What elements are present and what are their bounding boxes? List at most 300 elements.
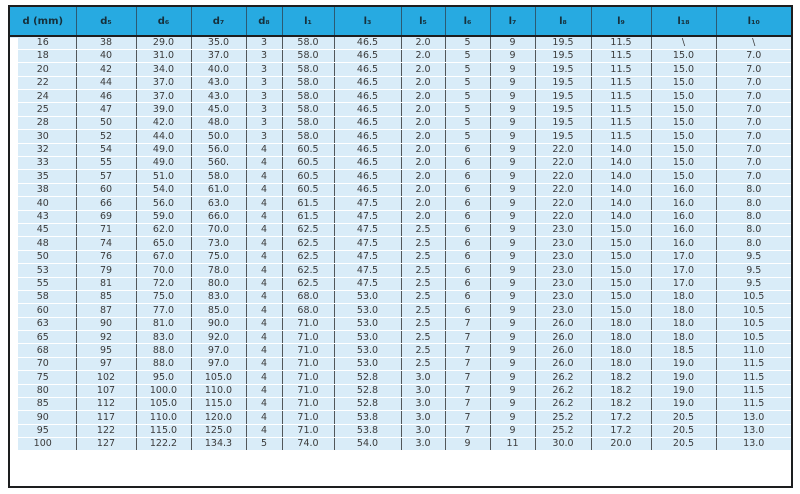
table-cell: 9	[490, 411, 535, 424]
table-cell: 15.0	[651, 63, 716, 76]
table-cell: 15.0	[651, 49, 716, 62]
table-cell: 18.0	[591, 344, 651, 357]
table-cell: 47.5	[334, 277, 401, 290]
column-header: l₃	[334, 7, 401, 36]
table-cell: 9	[490, 49, 535, 62]
table-cell: 44	[76, 76, 136, 89]
table-row	[10, 317, 791, 330]
table-cell: 11.5	[716, 357, 791, 370]
table-cell: 66	[76, 197, 136, 210]
table-cell: 9	[490, 223, 535, 236]
table-cell: 14.0	[591, 210, 651, 223]
table-cell: 45	[10, 223, 76, 236]
table-cell: 37.0	[191, 49, 246, 62]
table-cell: 19.5	[535, 90, 591, 103]
table-cell: 5	[246, 438, 282, 451]
table-cell: 23.0	[535, 290, 591, 303]
table-row	[10, 277, 791, 290]
table-cell: 18.0	[591, 331, 651, 344]
table-cell: 49.0	[136, 143, 191, 156]
table-cell: 25.2	[535, 424, 591, 437]
table-cell: 2.0	[401, 103, 445, 116]
table-cell: 52.8	[334, 371, 401, 384]
table-cell: 115.0	[136, 424, 191, 437]
table-cell: 110.0	[191, 384, 246, 397]
table-cell: 58.0	[282, 49, 334, 62]
table-cell: 8.0	[716, 197, 791, 210]
table-cell: 2.0	[401, 36, 445, 49]
table-cell: 58.0	[282, 90, 334, 103]
table-cell: 560.	[191, 157, 246, 170]
table-cell: 15.0	[651, 116, 716, 129]
table-cell: 11.5	[591, 116, 651, 129]
table-cell: 46.5	[334, 36, 401, 49]
table-cell: 92	[76, 331, 136, 344]
table-cell: 4	[246, 344, 282, 357]
table-cell: 60	[76, 183, 136, 196]
table-cell: 53.0	[334, 304, 401, 317]
table-cell: 50	[76, 116, 136, 129]
table-cell: 97.0	[191, 357, 246, 370]
table-cell: 52	[76, 130, 136, 143]
table-cell: 7	[445, 424, 490, 437]
table-cell: 92.0	[191, 331, 246, 344]
table-cell: 6	[445, 277, 490, 290]
table-cell: 26.0	[535, 317, 591, 330]
table-cell: 14.0	[591, 170, 651, 183]
table-cell: 15.0	[591, 264, 651, 277]
table-cell: 8.0	[716, 210, 791, 223]
table-cell: 16.0	[651, 183, 716, 196]
table-cell: 63.0	[191, 197, 246, 210]
table-cell: 5	[445, 36, 490, 49]
table-row	[10, 223, 791, 236]
table-cell: 19.5	[535, 36, 591, 49]
table-cell: 58.0	[282, 130, 334, 143]
column-header: l₁₈	[651, 7, 716, 36]
table-cell: 51.0	[136, 170, 191, 183]
table-cell: 5	[445, 49, 490, 62]
table-cell: 85	[10, 398, 76, 411]
table-row	[10, 210, 791, 223]
table-cell: 9	[490, 36, 535, 49]
table-cell: 74.0	[282, 438, 334, 451]
table-cell: 8.0	[716, 183, 791, 196]
column-header: l₅	[401, 7, 445, 36]
table-cell: 16.0	[651, 210, 716, 223]
table-cell: 3	[246, 103, 282, 116]
table-cell: 2.5	[401, 317, 445, 330]
column-header: d (mm)	[10, 7, 76, 36]
table-cell: 7	[445, 411, 490, 424]
table-cell: 120.0	[191, 411, 246, 424]
table-cell: 9	[490, 250, 535, 263]
table-cell: 2.0	[401, 143, 445, 156]
table-cell: 2.0	[401, 130, 445, 143]
table-cell: 14.0	[591, 143, 651, 156]
table-cell: 23.0	[535, 277, 591, 290]
table-cell: 90.0	[191, 317, 246, 330]
column-header: l₁₀	[716, 7, 791, 36]
table-cell: 7.0	[716, 63, 791, 76]
table-cell: 58.0	[282, 103, 334, 116]
table-cell: 60.5	[282, 157, 334, 170]
table-cell: 4	[246, 371, 282, 384]
table-cell: 39.0	[136, 103, 191, 116]
table-cell: 4	[246, 237, 282, 250]
table-cell: 66.0	[191, 210, 246, 223]
table-cell: 102	[76, 371, 136, 384]
table-cell: 22.0	[535, 157, 591, 170]
table-cell: 18.5	[651, 344, 716, 357]
table-cell: 15.0	[591, 250, 651, 263]
table-cell: 46.5	[334, 103, 401, 116]
table-cell: 107	[76, 384, 136, 397]
table-cell: 3	[246, 116, 282, 129]
table-cell: 46.5	[334, 90, 401, 103]
table-cell: 46.5	[334, 143, 401, 156]
table-cell: 6	[445, 250, 490, 263]
column-header: l₉	[591, 7, 651, 36]
table-cell: 19.5	[535, 63, 591, 76]
table-cell: 13.0	[716, 424, 791, 437]
table-cell: 30.0	[535, 438, 591, 451]
table-cell: 25	[10, 103, 76, 116]
table-cell: 26.2	[535, 384, 591, 397]
table-cell: 95	[76, 344, 136, 357]
table-cell: 15.0	[591, 237, 651, 250]
table-cell: 37.0	[136, 90, 191, 103]
table-cell: 43	[10, 210, 76, 223]
table-cell: 11.5	[716, 398, 791, 411]
table-cell: 6	[445, 143, 490, 156]
table-cell: 53.0	[334, 331, 401, 344]
table-cell: 9	[490, 384, 535, 397]
table-cell: 62.5	[282, 277, 334, 290]
table-cell: 11.5	[716, 371, 791, 384]
table-row	[10, 49, 791, 62]
table-cell: 4	[246, 290, 282, 303]
table-cell: 22.0	[535, 170, 591, 183]
table-cell: 26.2	[535, 371, 591, 384]
table-cell: 15.0	[651, 157, 716, 170]
table-cell: 2.0	[401, 76, 445, 89]
table-cell: 11	[490, 438, 535, 451]
table-cell: 23.0	[535, 250, 591, 263]
table-cell: 9	[490, 264, 535, 277]
table-cell: 53.0	[334, 290, 401, 303]
table-cell: 48	[10, 237, 76, 250]
table-cell: 70	[10, 357, 76, 370]
table-cell: 83.0	[136, 331, 191, 344]
table-cell: 42	[76, 63, 136, 76]
table-cell: 4	[246, 197, 282, 210]
table-cell: 71.0	[282, 411, 334, 424]
table-cell: 15.0	[651, 90, 716, 103]
table-row	[10, 411, 791, 424]
table-cell: 16.0	[651, 237, 716, 250]
table-cell: 6	[445, 304, 490, 317]
table-cell: 33	[10, 157, 76, 170]
table-cell: 81	[76, 277, 136, 290]
table-cell: 18.0	[591, 317, 651, 330]
table-cell: 3.0	[401, 398, 445, 411]
table-cell: 3	[246, 90, 282, 103]
table-cell: 54.0	[136, 183, 191, 196]
table-cell: 75.0	[136, 290, 191, 303]
table-cell: 47.5	[334, 264, 401, 277]
header-row	[10, 7, 791, 36]
table-row	[10, 371, 791, 384]
table-cell: 11.5	[591, 36, 651, 49]
table-cell: 2.5	[401, 223, 445, 236]
table-cell: 40.0	[191, 63, 246, 76]
table-cell: 49.0	[136, 157, 191, 170]
table-cell: 80.0	[191, 277, 246, 290]
table-cell: 7	[445, 384, 490, 397]
table-cell: 4	[246, 223, 282, 236]
table-cell: 9.5	[716, 250, 791, 263]
table-cell: 19.5	[535, 49, 591, 62]
table-cell: 6	[445, 183, 490, 196]
table-cell: 29.0	[136, 36, 191, 49]
table-cell: 47.5	[334, 237, 401, 250]
table-cell: 15.0	[651, 130, 716, 143]
table-cell: 46.5	[334, 76, 401, 89]
table-cell: 9	[490, 157, 535, 170]
table-cell: 32	[10, 143, 76, 156]
table-cell: 19.5	[535, 76, 591, 89]
table-cell: 71.0	[282, 357, 334, 370]
table-cell: 50	[10, 250, 76, 263]
table-cell: 2.5	[401, 237, 445, 250]
table-cell: 28	[10, 116, 76, 129]
table-cell: 34.0	[136, 63, 191, 76]
table-cell: 85	[76, 290, 136, 303]
table-cell: 18.0	[651, 290, 716, 303]
table-cell: 71.0	[282, 371, 334, 384]
table-cell: 61.5	[282, 210, 334, 223]
table-cell: 2.5	[401, 250, 445, 263]
table-cell: 71	[76, 223, 136, 236]
table-cell: 58.0	[282, 36, 334, 49]
table-cell: 11.5	[716, 384, 791, 397]
table-cell: 88.0	[136, 357, 191, 370]
column-header: l₆	[445, 7, 490, 36]
table-cell: 9.5	[716, 264, 791, 277]
table-cell: 117	[76, 411, 136, 424]
table-cell: 47	[76, 103, 136, 116]
column-header: d₇	[191, 7, 246, 36]
table-cell: 75.0	[191, 250, 246, 263]
table-row	[10, 157, 791, 170]
table-cell: 97	[76, 357, 136, 370]
table-cell: 3	[246, 36, 282, 49]
table-cell: 22.0	[535, 197, 591, 210]
table-cell: 19.0	[651, 384, 716, 397]
table-cell: 53.8	[334, 411, 401, 424]
table-cell: 7.0	[716, 143, 791, 156]
table-cell: 13.0	[716, 411, 791, 424]
table-cell: 15.0	[651, 170, 716, 183]
table-cell: 3	[246, 130, 282, 143]
table-cell: 55	[76, 157, 136, 170]
table-cell: 9	[490, 304, 535, 317]
table-cell: 18.2	[591, 398, 651, 411]
table-cell: 4	[246, 170, 282, 183]
table-cell: 69	[76, 210, 136, 223]
table-cell: 9	[490, 143, 535, 156]
table-cell: 18.0	[651, 317, 716, 330]
table-cell: 2.0	[401, 170, 445, 183]
table-cell: 52.8	[334, 384, 401, 397]
table-cell: 7.0	[716, 90, 791, 103]
table-cell: 7.0	[716, 76, 791, 89]
table-cell: 9	[490, 183, 535, 196]
table-cell: 68.0	[282, 290, 334, 303]
table-cell: 25.2	[535, 411, 591, 424]
table-row	[10, 197, 791, 210]
table-cell: 11.5	[591, 103, 651, 116]
table-cell: 2.0	[401, 183, 445, 196]
table-cell: 74	[76, 237, 136, 250]
table-row	[10, 304, 791, 317]
table-cell: 7	[445, 371, 490, 384]
table-cell: 2.5	[401, 331, 445, 344]
dimension-table-frame	[8, 5, 793, 488]
table-cell: 17.0	[651, 277, 716, 290]
table-cell: 5	[445, 76, 490, 89]
table-cell: 7	[445, 357, 490, 370]
table-row	[10, 90, 791, 103]
table-row	[10, 290, 791, 303]
table-cell: 4	[246, 398, 282, 411]
table-cell: 17.2	[591, 411, 651, 424]
table-cell: 4	[246, 304, 282, 317]
table-cell: 4	[246, 157, 282, 170]
table-cell: 7.0	[716, 130, 791, 143]
table-cell: 53.0	[334, 357, 401, 370]
table-cell: 23.0	[535, 237, 591, 250]
table-cell: 7.0	[716, 157, 791, 170]
table-cell: 54	[76, 143, 136, 156]
table-cell: 15.0	[591, 304, 651, 317]
column-header: l₈	[535, 7, 591, 36]
table-row	[10, 344, 791, 357]
table-cell: 53.0	[334, 344, 401, 357]
table-cell: 46.5	[334, 130, 401, 143]
table-cell: 115.0	[191, 398, 246, 411]
table-cell: 6	[445, 157, 490, 170]
table-cell: 2.0	[401, 49, 445, 62]
table-cell: 5	[445, 90, 490, 103]
table-cell: 9	[490, 170, 535, 183]
table-cell: 9	[490, 290, 535, 303]
table-cell: 134.3	[191, 438, 246, 451]
table-cell: 26.2	[535, 398, 591, 411]
table-cell: 122.2	[136, 438, 191, 451]
table-cell: 18	[10, 49, 76, 62]
table-cell: 71.0	[282, 331, 334, 344]
table-cell: 43.0	[191, 76, 246, 89]
table-cell: 80	[10, 384, 76, 397]
table-cell: 23.0	[535, 223, 591, 236]
table-cell: 2.5	[401, 290, 445, 303]
table-cell: 2.0	[401, 157, 445, 170]
table-cell: 2.0	[401, 197, 445, 210]
table-cell: 48.0	[191, 116, 246, 129]
table-cell: 87	[76, 304, 136, 317]
column-header: d₈	[246, 7, 282, 36]
table-cell: 3.0	[401, 371, 445, 384]
table-cell: 75	[10, 371, 76, 384]
table-cell: 46.5	[334, 116, 401, 129]
table-cell: 62.5	[282, 264, 334, 277]
table-cell: 56.0	[191, 143, 246, 156]
table-cell: 9	[490, 277, 535, 290]
table-cell: 6	[445, 290, 490, 303]
table-cell: 4	[246, 424, 282, 437]
table-row	[10, 116, 791, 129]
table-cell: 42.0	[136, 116, 191, 129]
table-cell: 17.0	[651, 250, 716, 263]
table-cell: 9	[490, 103, 535, 116]
table-cell: 2.5	[401, 304, 445, 317]
table-cell: 4	[246, 143, 282, 156]
table-cell: 35	[10, 170, 76, 183]
table-cell: 53.8	[334, 424, 401, 437]
table-cell: 7	[445, 398, 490, 411]
table-cell: 37.0	[136, 76, 191, 89]
column-header: d₅	[76, 7, 136, 36]
table-cell: 5	[445, 103, 490, 116]
table-cell: 19.0	[651, 371, 716, 384]
table-cell: 71.0	[282, 384, 334, 397]
table-cell: 8.0	[716, 237, 791, 250]
table-cell: 78.0	[191, 264, 246, 277]
table-cell: 47.5	[334, 250, 401, 263]
table-cell: 2.0	[401, 63, 445, 76]
table-cell: 19.0	[651, 357, 716, 370]
table-cell: 50.0	[191, 130, 246, 143]
table-cell: 4	[246, 331, 282, 344]
table-cell: 40	[76, 49, 136, 62]
table-cell: 15.0	[651, 76, 716, 89]
column-header: l₇	[490, 7, 535, 36]
table-cell: 9	[490, 357, 535, 370]
table-cell: 9	[490, 371, 535, 384]
table-cell: 3	[246, 63, 282, 76]
table-cell: 20.0	[591, 438, 651, 451]
table-cell: 9	[490, 116, 535, 129]
table-cell: 26.0	[535, 331, 591, 344]
table-cell: 58.0	[191, 170, 246, 183]
table-cell: 71.0	[282, 344, 334, 357]
table-cell: 4	[246, 183, 282, 196]
table-row	[10, 63, 791, 76]
table-cell: 47.5	[334, 197, 401, 210]
table-cell: 5	[445, 116, 490, 129]
table-cell: 7.0	[716, 170, 791, 183]
table-cell: 68.0	[282, 304, 334, 317]
table-cell: 110.0	[136, 411, 191, 424]
table-row	[10, 103, 791, 116]
table-cell: 9	[490, 424, 535, 437]
table-cell: 20.5	[651, 411, 716, 424]
table-cell: 2.0	[401, 210, 445, 223]
table-row	[10, 438, 791, 451]
table-cell: 22	[10, 76, 76, 89]
